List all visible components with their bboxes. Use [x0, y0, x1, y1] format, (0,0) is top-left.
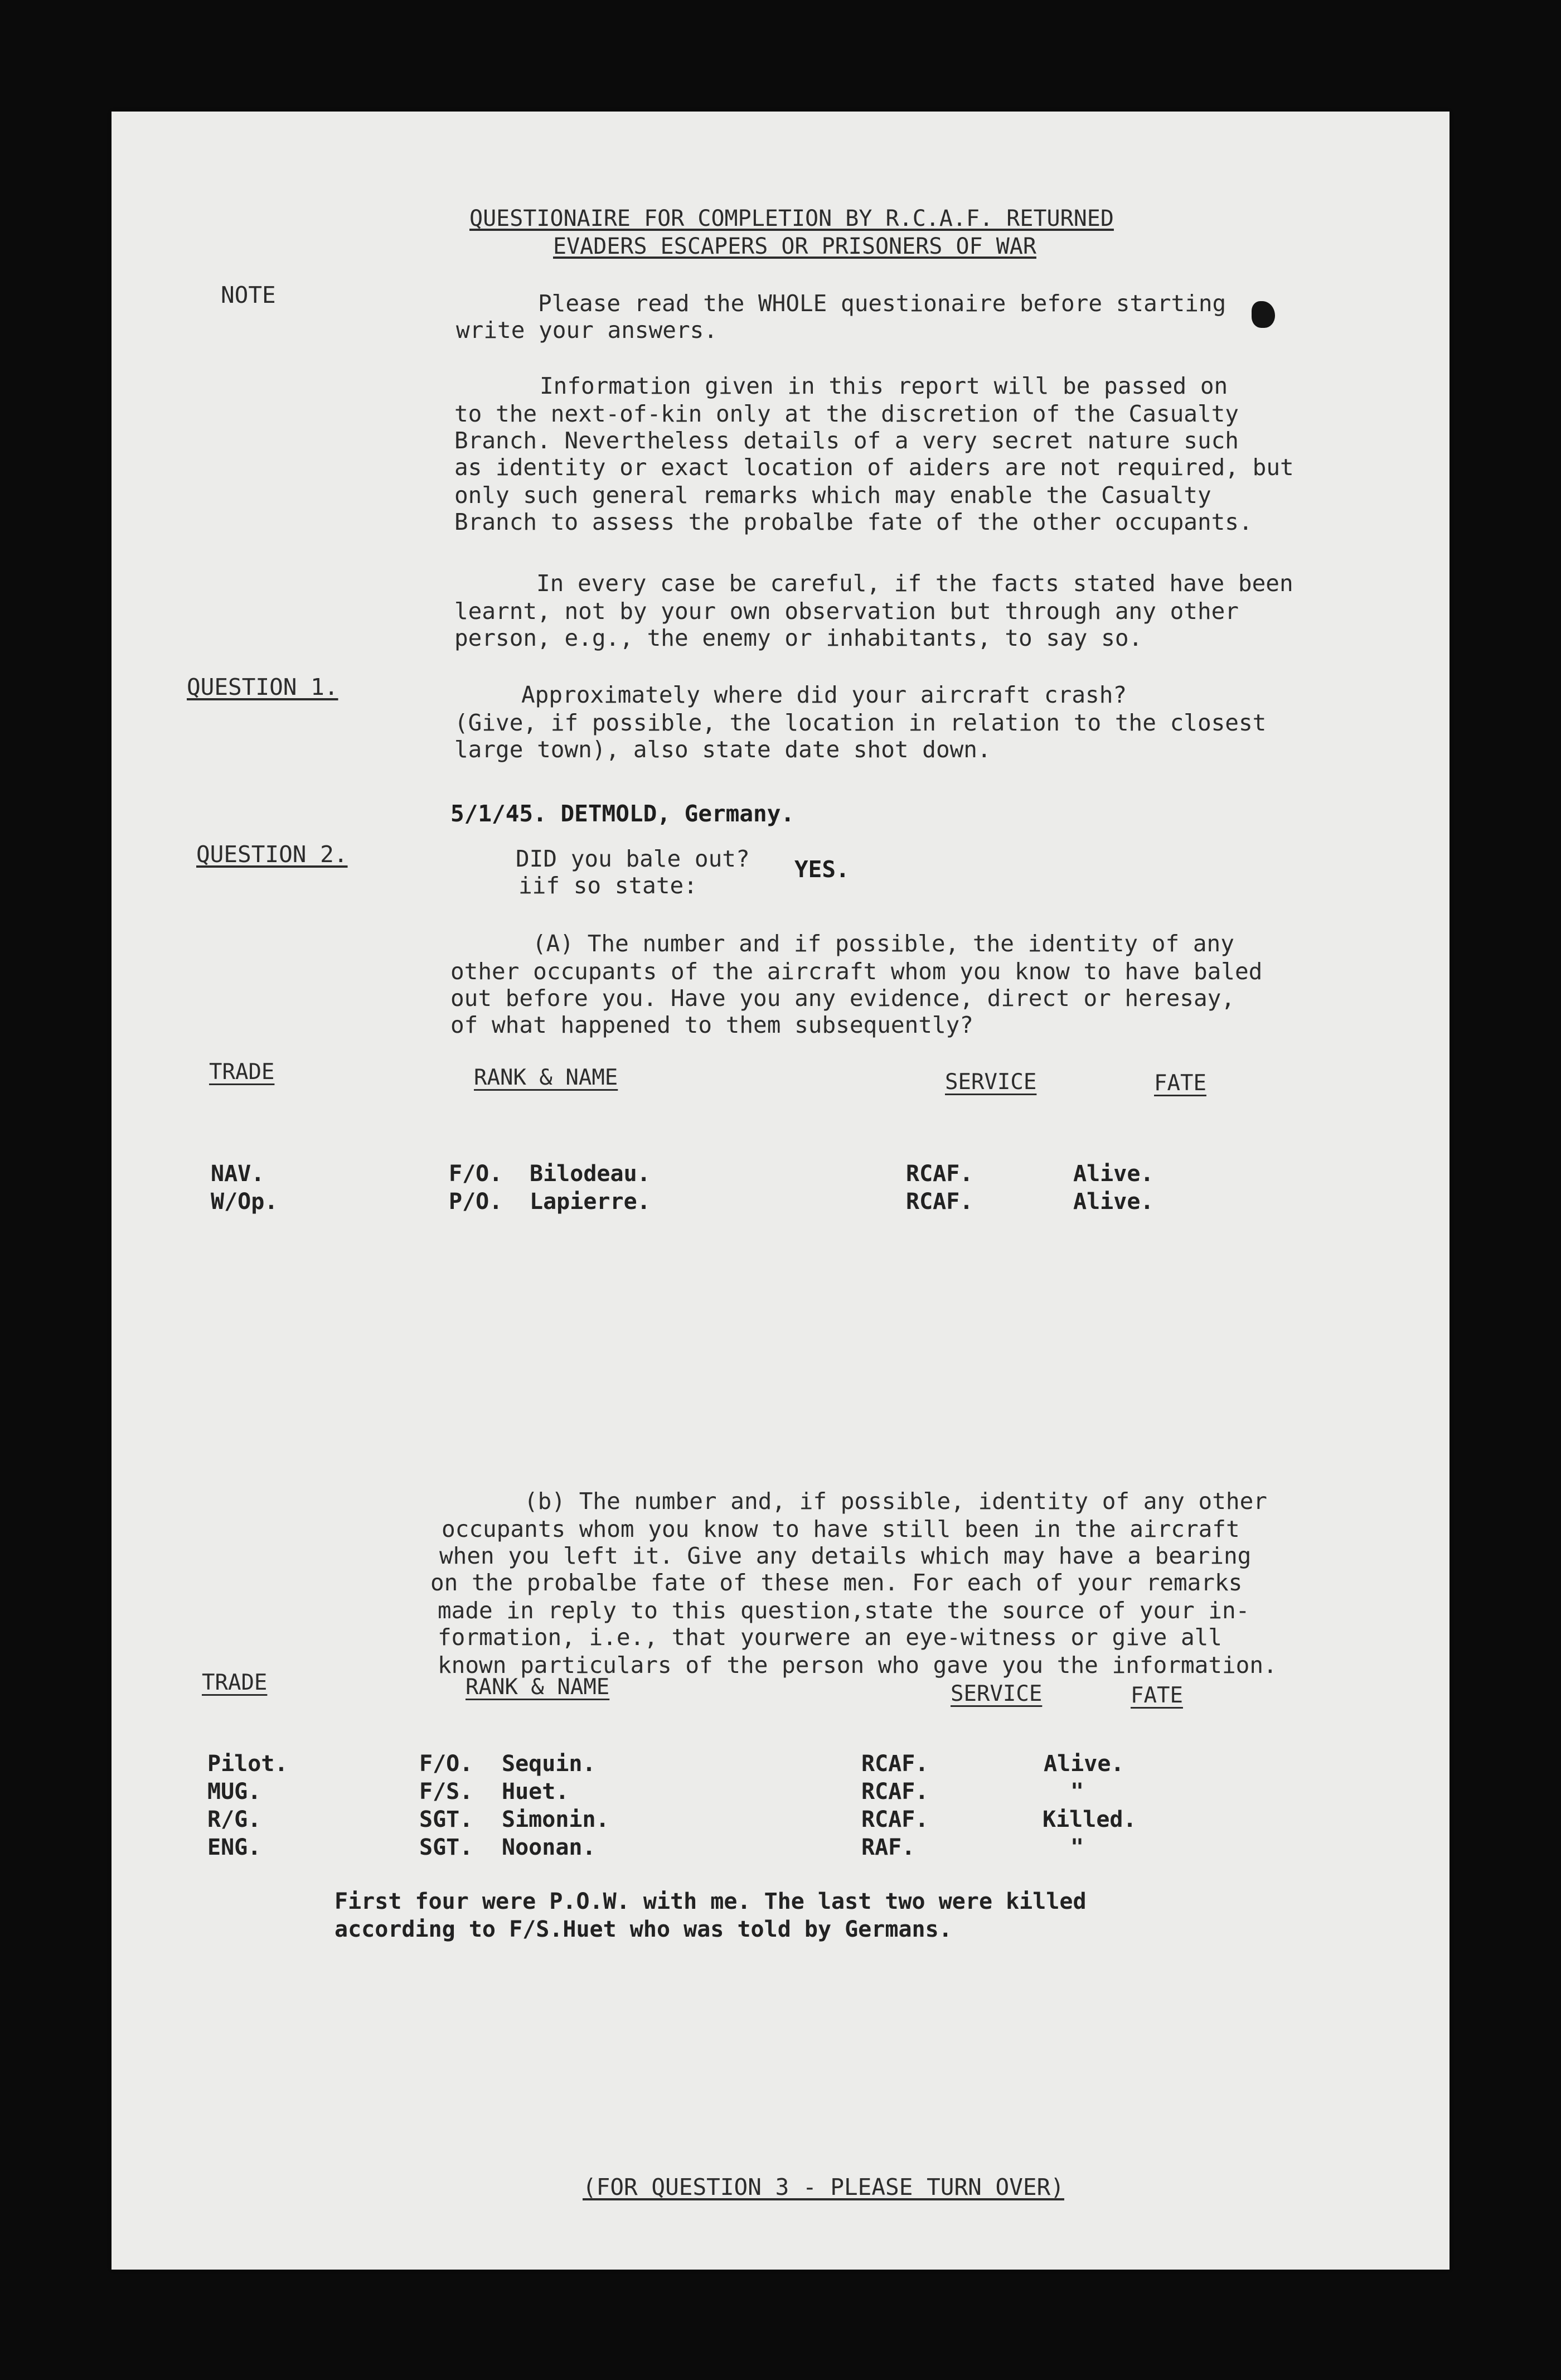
name-cell: Bilodeau. — [530, 1161, 651, 1187]
header-service-b: SERVICE — [951, 1681, 1043, 1706]
rank-cell: SGT. — [419, 1807, 473, 1832]
rank-cell: F/S. — [419, 1779, 473, 1805]
service-cell: RAF. — [861, 1835, 915, 1860]
service-cell: RCAF. — [906, 1189, 973, 1215]
rank-cell: F/O. — [449, 1161, 503, 1187]
note-para2-line4: as identity or exact location of aiders are not required, but — [454, 454, 1294, 481]
question1-label: QUESTION 1. — [187, 674, 338, 700]
question1-answer: 5/1/45. DETMOLD, Germany. — [450, 800, 795, 827]
question2-label: QUESTION 2. — [196, 841, 348, 868]
question2-partB-line2: occupants whom you know to have still been in the aircraft — [442, 1516, 1240, 1542]
remark-line-2: according to F/S.Huet who was told by Germans. — [334, 1917, 952, 1942]
note-para3-line1: In every case be careful, if the facts stated have been — [536, 570, 1293, 597]
header-rank-name: RANK & NAME — [474, 1065, 618, 1090]
trade-cell: NAV. — [211, 1161, 265, 1187]
question2-partA-line3: out before you. Have you any evidence, direct or heresay, — [450, 985, 1235, 1012]
rank-cell: F/O. — [419, 1751, 473, 1777]
trade-cell: ENG. — [207, 1835, 261, 1860]
trade-cell: W/Op. — [211, 1189, 278, 1215]
question2-answer: YES. — [794, 856, 850, 883]
name-cell: Sequin. — [502, 1751, 596, 1777]
title-line-1: QUESTIONAIRE FOR COMPLETION BY R.C.A.F. RETURNED — [469, 206, 1114, 231]
question2-line1: DID you bale out? — [516, 845, 750, 872]
note-para2-line3: Branch. Nevertheless details of a very secret nature such — [454, 427, 1239, 454]
note-para3-line2: learnt, not by your own observation but through any other — [454, 598, 1239, 625]
service-cell: RCAF. — [861, 1807, 929, 1832]
turn-over-footer: (FOR QUESTION 3 - PLEASE TURN OVER) — [583, 2174, 1064, 2200]
question1-line1: Approximately where did your aircraft crash? — [521, 681, 1127, 708]
name-cell: Lapierre. — [530, 1189, 651, 1215]
fate-cell: Alive. — [1044, 1751, 1124, 1777]
question2-partB-line3: when you left it. Give any details which may have a bearing — [439, 1542, 1252, 1569]
question2-partA-line4: of what happened to them subsequently? — [450, 1012, 973, 1038]
fate-cell: Alive. — [1073, 1189, 1154, 1215]
header-trade: TRADE — [209, 1060, 275, 1085]
fate-cell: Killed. — [1043, 1807, 1137, 1832]
service-cell: RCAF. — [861, 1779, 929, 1805]
fate-cell: " — [1070, 1779, 1084, 1805]
rank-cell: P/O. — [449, 1189, 503, 1215]
header-rank-name-b: RANK & NAME — [466, 1675, 610, 1700]
rank-cell: SGT. — [419, 1835, 473, 1860]
remark-line-1: First four were P.O.W. with me. The last two were killed — [334, 1889, 1087, 1914]
note-para1-line1: Please read the WHOLE questionaire before starting — [538, 290, 1226, 317]
question2-partB-line5: made in reply to this question,state the source of your in- — [438, 1597, 1250, 1624]
ink-blot — [1252, 301, 1275, 328]
header-trade-b: TRADE — [202, 1670, 268, 1695]
trade-cell: MUG. — [207, 1779, 261, 1805]
question2-partA-line2: other occupants of the aircraft whom you know to have baled — [450, 958, 1263, 985]
question1-line2: (Give, if possible, the location in relation to the closest — [454, 709, 1267, 736]
name-cell: Simonin. — [502, 1807, 609, 1832]
question2-partB-line7: known particulars of the person who gave you the information. — [438, 1652, 1277, 1678]
service-cell: RCAF. — [906, 1161, 973, 1187]
header-fate-b: FATE — [1131, 1683, 1183, 1708]
service-cell: RCAF. — [861, 1751, 929, 1777]
name-cell: Noonan. — [502, 1835, 596, 1860]
note-label: NOTE — [221, 282, 276, 308]
note-para2-line2: to the next-of-kin only at the discretion of the Casualty — [454, 400, 1239, 427]
question2-partB-line6: formation, i.e., that yourwere an eye-witness or give all — [438, 1624, 1222, 1651]
question2-line2: iif so state: — [518, 872, 697, 899]
header-fate: FATE — [1154, 1071, 1206, 1096]
note-para2-line1: Information given in this report will be passed on — [540, 373, 1228, 399]
title-line-2: EVADERS ESCAPERS OR PRISONERS OF WAR — [553, 234, 1036, 259]
trade-cell: Pilot. — [207, 1751, 288, 1777]
note-para1-line2: write your answers. — [456, 317, 718, 344]
question2-partB-line1: (b) The number and, if possible, identity of any other — [524, 1488, 1267, 1515]
name-cell: Huet. — [502, 1779, 569, 1805]
note-para2-line5: only such general remarks which may enable the Casualty — [454, 482, 1211, 509]
trade-cell: R/G. — [207, 1807, 261, 1832]
note-para2-line6: Branch to assess the probalbe fate of the other occupants. — [454, 509, 1253, 535]
fate-cell: Alive. — [1073, 1161, 1154, 1187]
question2-partB-line4: on the probalbe fate of these men. For each of your remarks — [430, 1569, 1243, 1596]
note-para3-line3: person, e.g., the enemy or inhabitants, to say so. — [454, 625, 1143, 651]
question2-partA-line1: (A) The number and if possible, the identity of any — [532, 930, 1234, 957]
header-service: SERVICE — [945, 1070, 1037, 1095]
fate-cell: " — [1070, 1835, 1084, 1860]
question1-line3: large town), also state date shot down. — [454, 736, 991, 763]
